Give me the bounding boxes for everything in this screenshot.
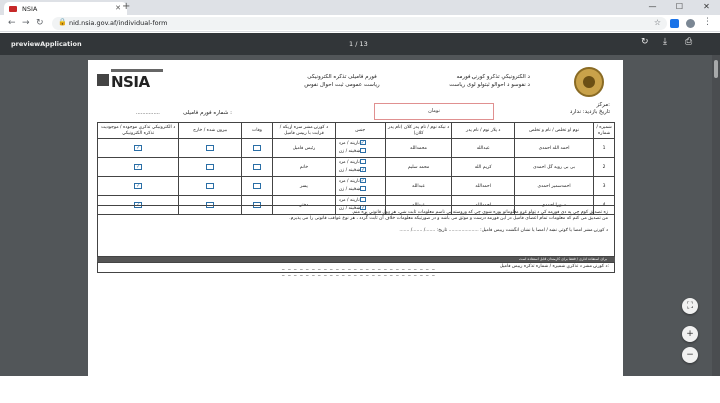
back-icon[interactable]: ←: [8, 18, 16, 28]
forward-icon[interactable]: →: [22, 18, 30, 28]
row-number: 1: [594, 139, 615, 158]
close-window-button[interactable]: ✕: [703, 2, 710, 11]
member-name: صبورا احمدی: [514, 196, 593, 215]
lock-icon[interactable]: 🔒: [58, 18, 67, 26]
maximize-button[interactable]: ☐: [675, 2, 684, 11]
new-tab-button[interactable]: +: [122, 1, 131, 12]
member-name: بی بی رویه گل احمدی: [514, 158, 593, 177]
checkbox[interactable]: ✓: [360, 178, 365, 184]
checkbox[interactable]: ✓: [136, 163, 141, 170]
checkbox[interactable]: ✓: [361, 167, 366, 173]
relation: پسر: [273, 177, 336, 196]
header-center: فورم فامیلی تذکره الکترونیکی ریاست عمومی ثبت احوال نفوس: [304, 74, 380, 88]
checkbox[interactable]: [360, 197, 366, 202]
pdf-title: previewApplication: [11, 40, 82, 48]
id-digit-slot: _ _ _ _: [342, 264, 352, 276]
gender-cell: نارینه / مرد ✓ښځینه / زن: [335, 158, 385, 177]
address-bar[interactable]: [52, 17, 667, 30]
id-digit-slot: _ _ _ _: [426, 264, 436, 276]
menu-kebab-icon[interactable]: ⋮: [703, 17, 712, 27]
deceased-cell: [241, 177, 272, 196]
form-number-value: ...............: [136, 110, 160, 116]
family-table: [97, 122, 615, 215]
row-number: 4: [594, 196, 615, 215]
pdf-toolbar: [0, 33, 720, 55]
checkbox[interactable]: [206, 164, 214, 170]
outside-cell: [179, 139, 242, 158]
zoom-in-button[interactable]: +: [682, 326, 698, 342]
logo-subtitle: [111, 69, 163, 72]
id-digit-slot: _ _ _ _: [306, 264, 316, 276]
id-digit-slot: _ _ _ _: [354, 264, 364, 276]
relation: خانم: [273, 158, 336, 177]
id-digit-slot: _ _ _ _: [366, 264, 376, 276]
download-icon[interactable]: ⤓: [663, 37, 667, 47]
table-header-row: شمېره / شماره نوم او تخلص / نام و تخلص د پلار نوم / نام پدر د نیکه نوم / نام پدر کلان (نام پدر کلان) جنس د کورنۍ مشر سره اړیکه / قرابت با رییس فامیل وفات بیرون شده / خارج د الکترونیکي تذکرې موجوده / موجودیت تذکره الکترونیکي: [98, 123, 615, 139]
eid-cell: [98, 158, 179, 177]
relation: رئیس فامیل: [273, 139, 336, 158]
office-use-bar: برای استفاده اداری / فقط برای کارمندان قابل استفاده است: [97, 257, 615, 262]
declaration-notes: زه تصدیق کوم چې په دی فورمه کې د ټولو غړو معلوماتو پوره شوي چې که وروسته یې ناسم معلومات ثابت شي، هر ډول قانوني پړه منم. من تصدیق می کنم که معلومات تمام اعضای فامیل در این فورمه درست و موثق می باشد و در صورتیکه معلومات خلاف آن ثابت گردد ، هر نوع عواقب قانونی را می پذیرم. د کورنۍ مشر امضا یا ګوتې نښه / امضا یا نشان انگشت رییس فامیل: ..................... تاریخ: ......./ ......./ .......: [97, 205, 615, 257]
member-name: احمد الله احمدی: [514, 139, 593, 158]
form-number-label: شماره فورم فامیلی :: [183, 110, 232, 116]
table-row: [98, 177, 615, 196]
reload-icon[interactable]: ↻: [36, 18, 44, 28]
grandfather-name: محمد سلیم: [385, 158, 452, 177]
page-bottom: [0, 376, 720, 403]
outside-cell: [179, 177, 242, 196]
checkbox[interactable]: ✓: [136, 182, 141, 189]
id-digit-slot: _ _ _ _: [330, 264, 340, 276]
checkbox[interactable]: ✓: [136, 201, 141, 208]
gender-cell: ✓نارینه / مرد ښځینه / زن: [335, 177, 385, 196]
checkbox[interactable]: [360, 186, 366, 191]
extension-icon[interactable]: [670, 19, 679, 28]
table-row: [98, 139, 615, 158]
scrollbar-thumb[interactable]: [714, 60, 718, 78]
checkbox[interactable]: [360, 148, 366, 153]
outside-cell: [179, 158, 242, 177]
father-name: احمدالله: [452, 177, 515, 196]
row-number: 3: [594, 177, 615, 196]
eid-cell: [98, 177, 179, 196]
id-digit-slot: _ _ _ _: [294, 264, 304, 276]
fit-page-button[interactable]: ⛶: [682, 298, 698, 314]
grandfather-name: عبدالله: [385, 196, 452, 215]
checkbox[interactable]: [253, 164, 261, 170]
logo-text: NSIA: [111, 73, 150, 91]
bookmark-star-icon[interactable]: ☆: [653, 18, 661, 27]
gender-cell: نارینه / مرد ✓ښځینه / زن: [335, 196, 385, 215]
page-indicator: 1 / 13: [349, 40, 368, 48]
browser-titlebar: [0, 0, 720, 15]
id-digit-slot: _ _ _ _: [318, 264, 328, 276]
scrollbar[interactable]: [712, 55, 720, 376]
pdf-page: [88, 60, 623, 376]
zoom-out-button[interactable]: −: [682, 347, 698, 363]
id-digit-slot: _ _ _ _: [414, 264, 424, 276]
name-box: نومان: [374, 103, 494, 120]
browser-tab[interactable]: [4, 2, 127, 15]
member-name: احمدسمیر احمدی: [514, 177, 593, 196]
checkbox[interactable]: ✓: [361, 205, 366, 211]
id-digit-slot: _ _ _ _: [282, 264, 292, 276]
checkbox[interactable]: [360, 159, 366, 164]
grandfather-name: عبدالله: [385, 177, 452, 196]
browser-toolbar: [0, 15, 720, 32]
grandfather-name: محمدالله: [385, 139, 452, 158]
logo-mark-icon: [97, 74, 109, 86]
father-name: عبدالله: [452, 139, 515, 158]
deceased-cell: [241, 139, 272, 158]
checkbox[interactable]: [206, 145, 214, 151]
profile-avatar[interactable]: [686, 19, 695, 28]
url-text[interactable]: nid.nsia.gov.af/individual-form: [69, 19, 168, 27]
eid-cell: [98, 139, 179, 158]
minimize-button[interactable]: —: [648, 2, 657, 11]
checkbox[interactable]: [253, 183, 261, 189]
id-digit-slot: _ _ _ _: [402, 264, 412, 276]
head-id-row: د کورنۍ مشر د تذکرې شمېره / شماره تذکره رییس فامیل: _ _ _ _ _ _ _ _ _ _ _ _ _ _ _ _ _ _ _ _ _ _ _ _ _ _ _ _ _ _ _ _ _ _ _ _ _ _ _ _ _ _ _ _ _ _ _ _ _ _ _ _: [97, 262, 615, 273]
checkbox[interactable]: ✓: [360, 140, 365, 146]
checkbox[interactable]: [253, 145, 261, 151]
tab-title: NSIA: [22, 4, 38, 13]
checkbox[interactable]: ✓: [136, 144, 141, 151]
table-row: [98, 158, 615, 177]
gender-cell: ✓نارینه / مرد ښځینه / زن: [335, 139, 385, 158]
afghanistan-emblem: [574, 67, 604, 97]
deceased-cell: [241, 158, 272, 177]
rotate-icon[interactable]: ↻: [641, 37, 649, 47]
id-digit-slot: _ _ _ _: [390, 264, 400, 276]
relation: دختر: [273, 196, 336, 215]
tab-close-icon[interactable]: ✕: [115, 4, 121, 12]
father-name: کریم الله: [452, 158, 515, 177]
center-info: مرکز: تاریخ بازدید: ندارد: [569, 102, 610, 115]
favicon-icon: [9, 6, 17, 12]
checkbox[interactable]: [206, 183, 214, 189]
nsia-logo: [97, 69, 165, 96]
header-right: د الکترونیکي تذکرو کورنۍ فورمه د نفوسو د احوالو ثبتولو لوی ریاست: [449, 74, 530, 88]
print-icon[interactable]: ⎙: [685, 37, 693, 47]
id-digit-slot: _ _ _ _: [378, 264, 388, 276]
row-number: 2: [594, 158, 615, 177]
father-name: احمدالله: [452, 196, 515, 215]
